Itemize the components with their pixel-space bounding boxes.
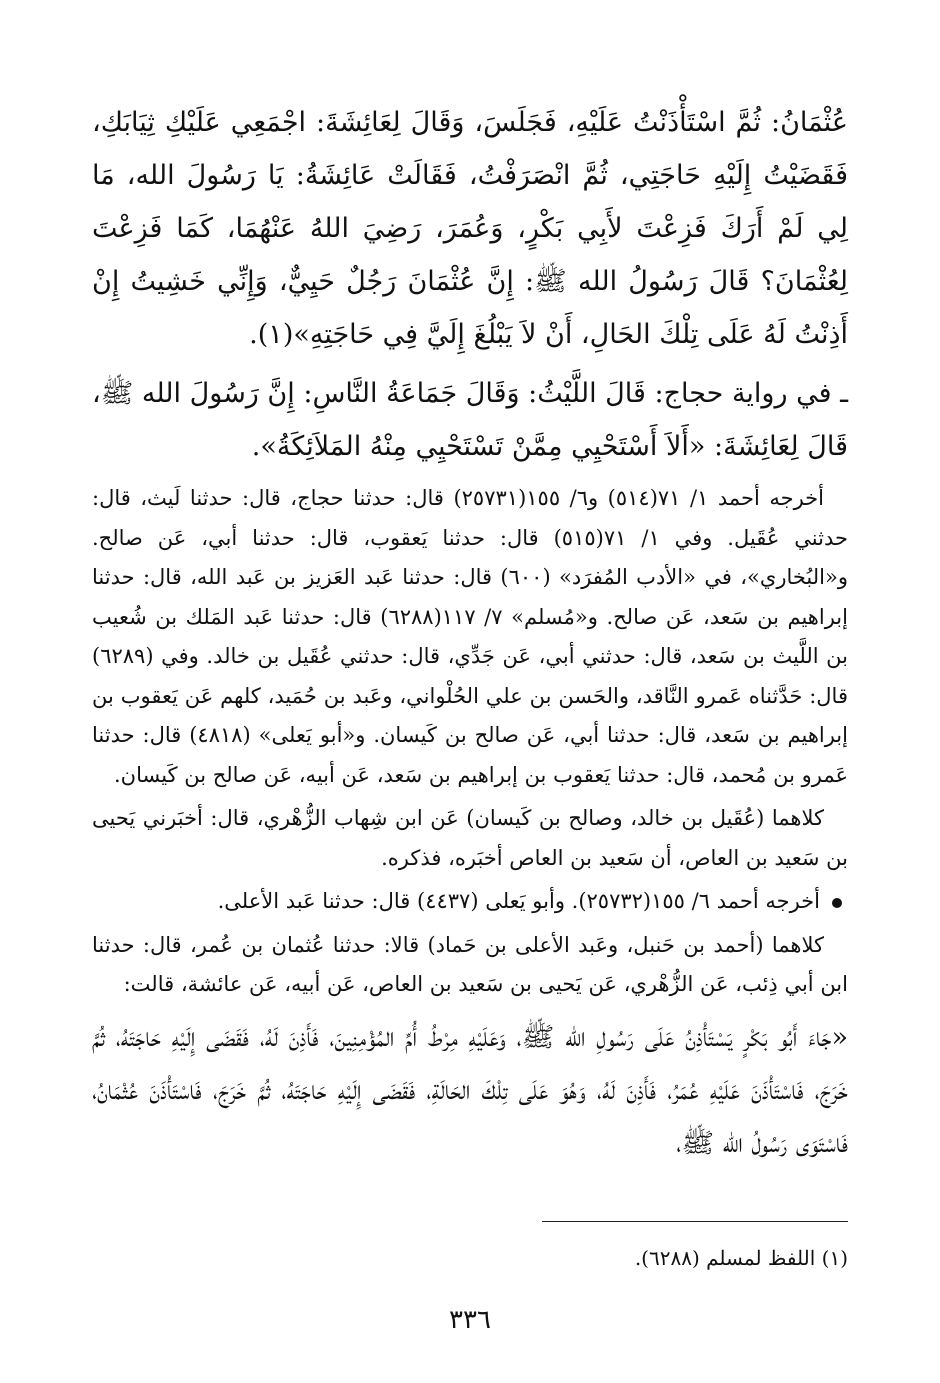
takhrij-paragraph: أخرجه أحمد ١/ ٧١(٥١٤) و٦/ ١٥٥(٢٥٧٣١) قال: حدثنا حجاج، قال: حدثنا لَيث، قال: حدثني عُقَيل. وفي ١/ ٧١(٥١٥) قال: حدثنا يَعقوب، قال: حدثنا أبي، عَن صالح. و«البُخاري»، في «الأدب المُفرَد» (٦٠٠) قال: حدثنا عَبد العَزيز بن عَبد الله، قال: حدثنا إبراهيم بن سَعد، عَن صالح. و«مُسلم» ٧/ ١١٧(٦٢٨٨) قال: حدثنا عَبد المَلك بن شُعيب بن اللَّيث بن سَعد، قال: حدثني أبي، عَن جَدِّي، قال: حدثني عُقَيل بن خالد. وفي (٦٢٨٩) قال: حَدَّثناه عَمرو النَّاقد، والحَسن بن علي الحُلْواني، وعَبد بن حُمَيد، كلهم عَن يَعقوب بن إبراهيم بن سَعد، قال: حدثنا أبي، عَن صالح بن كَيسان. و«أبو يَعلى» (٤٨١٨) قال: حدثنا عَمرو بن مُحمد، قال: حدثنا يَعقوب بن إبراهيم بن سَعد، عَن أبيه، عَن صالح بن كَيسان. bbox=[92, 486, 848, 787]
hadith-text-second: «جَاءَ أَبُو بَكْرٍ يَسْتَأْذِنُ عَلَى رَسُولِ الله ﷺ، وَعَلَيْهِ مِرْطُ أُمِّ المُؤْمِنِينَ، فَأَذِنَ لَهُ، فَقَضَى إِلَيْهِ حَاجَتَهُ، ثُمَّ خَرَجَ، فَاسْتَأْذَنَ عَلَيْهِ عُمَرُ، فَأَذِنَ لَهُ، وَهُوَ عَلَى تِلْكَ الحَالَةِ، فَقَضَى إِلَيْهِ حَاجَتَهُ، ثُمَّ خَرَجَ، فَاسْتَأْذَنَ عُثْمَانُ، فَاسْتَوَى رَسُولُ الله ﷺ، bbox=[92, 1021, 848, 1159]
takhrij-bullet-paragraph bbox=[92, 882, 848, 922]
page-number: ٣٣٦ bbox=[449, 1305, 491, 1335]
bullet-icon bbox=[832, 898, 842, 908]
takhrij-bullet-text: أخرجه أحمد ٦/ ١٥٥(٢٥٧٣٢). وأبو يَعلى (٤٤٣٧) قال: حدثنا عَبد الأعلى. bbox=[217, 889, 820, 913]
isnad-chain-paragraph: كلاهما (أحمد بن حَنبل، وعَبد الأعلى بن حَماد) قالا: حدثنا عُثمان بن عُمر، قال: حدثنا ابن أبي ذِئب، عَن الزُّهْري، عَن يَحيى بن سَعيد بن العاص، عَن أبيه، عَن عائشة، قالت: bbox=[92, 932, 848, 996]
footnote: (١) اللفظ لمسلم (٦٢٨٨). bbox=[634, 1246, 848, 1270]
hadith-variant-hajjaj: ـ في رواية حجاج: قَالَ اللَّيْثُ: وَقَالَ جَمَاعَةُ النَّاسِ: إِنَّ رَسُولَ الله ﷺ، قَالَ لِعَائِشَةَ: «أَلاَ أَسْتَحْيِي مِمَّنْ تَسْتَحْيِي مِنْهُ المَلاَئِكَةُ». bbox=[91, 378, 848, 462]
hadith-text-continuation: عُثْمَانُ: ثُمَّ اسْتَأْذَنْتُ عَلَيْهِ، فَجَلَسَ، وَقَالَ لِعَائِشَةَ: اجْمَعِي عَلَيْكِ ثِيَابَكِ، فَقَضَيْتُ إِلَيْهِ حَاجَتِي، ثُمَّ انْصَرَفْتُ، فَقَالَتْ عَائِشَةُ: يَا رَسُولَ الله، مَا لِي لَمْ أَرَكَ فَزِعْتَ لأَبِي بَكْرٍ، وَعُمَرَ، رَضِيَ اللهُ عَنْهُمَا، كَمَا فَزِعْتَ لِعُثْمَانَ؟ قَالَ رَسُولُ الله ﷺ: إِنَّ عُثْمَانَ رَجُلٌ حَيِيٌّ، وَإِنِّي خَشِيتُ إِنْ أَذِنْتُ لَهُ عَلَى تِلْكَ الحَالِ، أَنْ لاَ يَبْلُغَ إِلَيَّ فِي حَاجَتِهِ»(١). bbox=[92, 107, 848, 350]
isnad-summary-paragraph: كلاهما (عُقَيل بن خالد، وصالح بن كَيسان) عَن ابن شِهاب الزُّهْري، قال: أخبَرني يَحيى بن سَعيد بن العاص، أن سَعيد بن العاص أخبَره، فذكره. bbox=[92, 806, 848, 870]
footnote-separator bbox=[542, 1221, 848, 1222]
page-body bbox=[92, 96, 848, 1176]
